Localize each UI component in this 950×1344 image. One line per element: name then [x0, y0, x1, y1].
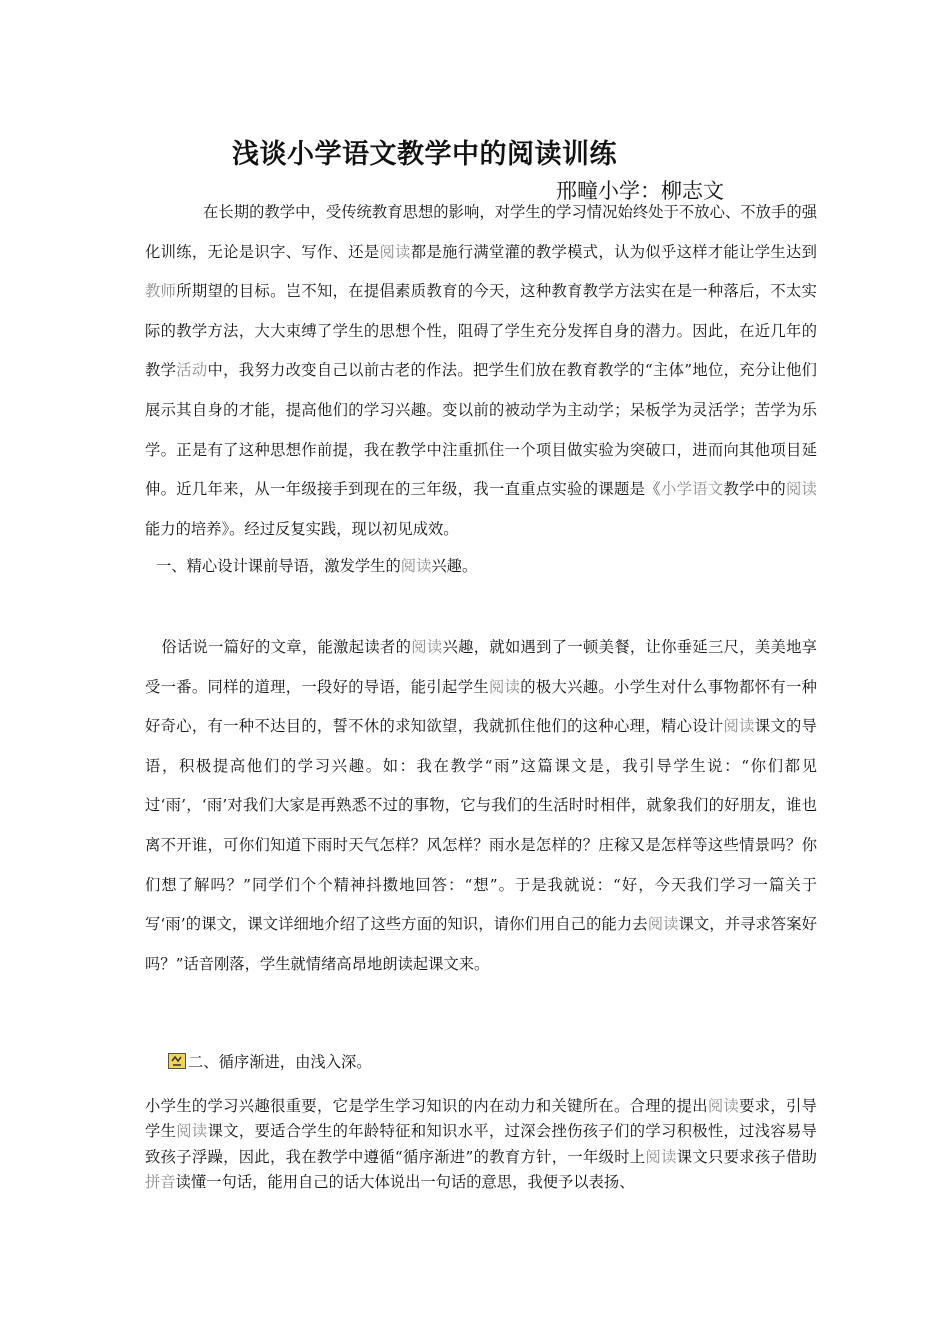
text-run: 读懂一句话，能用自己的话大体说出一句话的意思，我便予以表扬、	[175, 1172, 635, 1191]
paragraph-section-1	[145, 628, 817, 984]
section-heading-1	[156, 554, 477, 576]
keyword-link[interactable]: 活动	[176, 361, 208, 380]
document-title: 浅谈小学语文教学中的阅读训练	[232, 139, 617, 170]
keyword-link[interactable]: 阅读	[488, 677, 521, 696]
text-run: 小学生的学习兴趣很重要，它是学生学习知识的内在动力和关键所在。合理的提出	[145, 1097, 708, 1115]
keyword-link[interactable]: 阅读	[176, 1122, 208, 1141]
keyword-link[interactable]: 阅读	[379, 242, 411, 261]
text-run: 课文，并寻求答案好吗？”话音刚落，学生就情绪高昂地朗读起课文来。	[145, 915, 817, 973]
keyword-link[interactable]: 阅读	[723, 717, 755, 736]
keyword-link[interactable]: 阅读	[786, 480, 817, 499]
text-run: 中，我努力改变自己以前古老的作法。把学生们放在教育教学的“主体”地位，充分让他们展示其自身的才能，提高他们的学习兴趣。变以前的被动学为主动学；呆板学为灵活学；苦学为乐学。正是有了这种思想作前提，我在教学中注重抓住一个项目做实验为突破口，进而向其他项目延伸。近几年来，从一年级接手到现在的三年级，我一直重点实验的课题是《	[145, 361, 817, 499]
marker-glyph-icon	[170, 1055, 184, 1067]
text-run: 一、精心设计课前导语，激发学生的	[156, 557, 401, 575]
section-heading-2	[168, 1050, 372, 1072]
keyword-link[interactable]: 阅读	[645, 1147, 677, 1166]
text-run: 兴趣，就如遇到了一顿美餐，让你垂延三尺，美美地享受一番。同样的道理，一段好的导语，能引起学生	[145, 638, 817, 696]
keyword-link[interactable]: 阅读	[647, 915, 679, 934]
keyword-link[interactable]: 阅读	[707, 1097, 740, 1115]
keyword-link[interactable]: 拼音	[145, 1172, 176, 1191]
keyword-link[interactable]: 阅读	[400, 557, 432, 575]
paragraph-intro	[145, 193, 817, 549]
text-run: 所期望的目标。岂不知，在提倡素质教育的今天，这种教育教学方法实在是一种落后，不太实际的教学方法，大大束缚了学生的思想个性，阻碍了学生充分发挥自身的潜力。因此，在近几年的教学	[145, 282, 817, 380]
text-run: 教学中的	[723, 480, 787, 499]
document-marker-icon[interactable]	[168, 1053, 186, 1069]
paragraph-section-2	[145, 1094, 817, 1195]
text-run: 课文的导语，积极提高他们的学习兴趣。如：我在教学“雨”这篇课文是，我引导学生说：“你们都见过‘雨’，‘雨’对我们大家是再熟悉不过的事物，它与我们的生活时时相伴，就象我们的好朋友，谁也离不开谁，可你们知道下雨时天气怎样？风怎样？雨水是怎样的？庄稼又是怎样等这些情景吗？你们想了解吗？”同学们个个精神抖擞地回答：“想”。于是我就说：“好，今天我们学习一篇关于写‘雨’的课文，课文详细地介绍了这些方面的知识，请你们用自己的能力去	[145, 717, 817, 934]
text-run: 课文，要适合学生的年龄特征和知识水平，过深会挫伤孩子们的学习积极性，过浅容易导致孩子浮躁，因此，我在教学中遵循“循序渐进”的教育方针，一年级时上	[145, 1122, 817, 1166]
text-run: 的极大兴趣。小学生对什么事物都怀有一种好奇心，有一种不达目的，誓不休的求知欲望，我就抓住他们的这种心理，精心设计	[145, 677, 817, 736]
heading-text: 二、循序渐进，由浅入深。	[188, 1053, 372, 1071]
text-run: 兴趣。	[431, 557, 478, 575]
author-line: 邢疃小学：柳志文	[556, 179, 724, 203]
text-run: 在长期的教学中，受传统教育思想的影响，对学生的学习情况始终处于不放心、不放手的强化训练，无论是识字、写作、还是	[145, 203, 817, 261]
text-run: 都是施行满堂灌的教学模式，认为似乎这样才能让学生达到	[410, 242, 817, 261]
text-run: 课文只要求孩子借助	[676, 1147, 817, 1166]
text-run: 能力的培养》。经过反复实践，现以初见成效。	[145, 519, 459, 538]
text-run: 要求，引导学生	[145, 1097, 817, 1141]
keyword-link[interactable]: 小学语文	[660, 480, 724, 499]
keyword-link[interactable]: 教师	[145, 282, 177, 301]
text-run: 俗话说一篇好的文章，能激起读者的	[161, 638, 412, 656]
keyword-link[interactable]: 阅读	[411, 638, 443, 656]
